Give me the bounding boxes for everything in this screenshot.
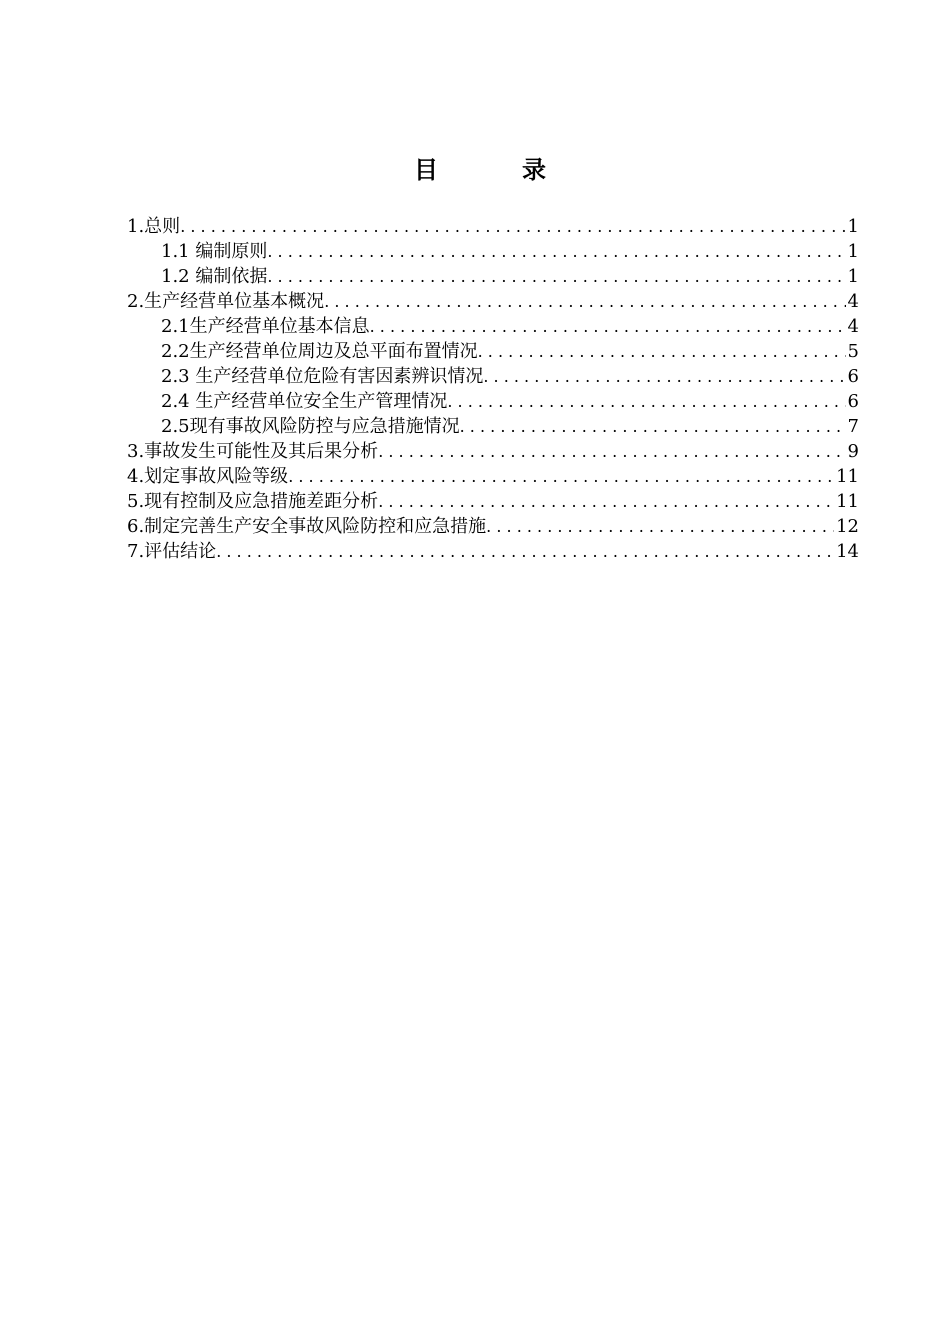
toc-page-number: 11 (836, 491, 859, 512)
toc-dot-leader (460, 414, 846, 439)
toc-dot-leader (180, 214, 845, 239)
toc-page-number: 1 (847, 241, 859, 262)
toc-entry[interactable] (127, 414, 859, 439)
toc-entry-label: 2.1生产经营单位基本信息 (161, 316, 370, 337)
toc-page-number: 7 (847, 416, 859, 437)
table-of-contents (127, 214, 859, 564)
toc-entry-label: 7.评估结论 (127, 541, 217, 562)
toc-dot-leader (370, 314, 846, 339)
toc-entry[interactable] (127, 464, 859, 489)
toc-page-number: 5 (847, 341, 859, 362)
toc-entry[interactable] (127, 314, 859, 339)
toc-dot-leader (486, 514, 834, 539)
toc-dot-leader (483, 364, 845, 389)
toc-dot-leader (478, 339, 846, 364)
toc-page-number: 6 (847, 366, 859, 387)
toc-entry[interactable] (127, 239, 859, 264)
toc-page-number: 11 (836, 466, 859, 487)
toc-dot-leader (267, 239, 845, 264)
toc-page-number: 4 (847, 291, 859, 312)
toc-page-number: 9 (847, 441, 859, 462)
toc-entry-label: 1.2 编制依据 (161, 266, 268, 287)
toc-page-number: 1 (847, 266, 859, 287)
toc-entry-label: 2.2生产经营单位周边及总平面布置情况 (161, 341, 478, 362)
toc-page-number: 12 (836, 516, 859, 537)
toc-entry[interactable] (127, 289, 859, 314)
toc-entry-label: 4.划定事故风险等级 (127, 466, 289, 487)
toc-page-number: 1 (847, 216, 859, 237)
toc-entry[interactable] (127, 539, 859, 564)
toc-entry[interactable] (127, 489, 859, 514)
toc-page-number: 6 (847, 391, 859, 412)
toc-dot-leader (378, 439, 845, 464)
toc-dot-leader (267, 264, 845, 289)
toc-entry-label: 2.3 生产经营单位危险有害因素辨识情况 (161, 366, 484, 387)
toc-entry[interactable] (127, 389, 859, 414)
toc-entry-label: 2.4 生产经营单位安全生产管理情况 (161, 391, 448, 412)
toc-entry[interactable] (127, 364, 859, 389)
toc-page-number: 14 (836, 541, 859, 562)
toc-dot-leader (324, 289, 845, 314)
toc-title: 目 录 (414, 156, 576, 184)
toc-page-number: 4 (847, 316, 859, 337)
toc-entry[interactable] (127, 339, 859, 364)
toc-entry-label: 1.总则 (127, 216, 181, 237)
toc-entry-label: 2.生产经营单位基本概况 (127, 291, 325, 312)
toc-entry[interactable] (127, 514, 859, 539)
toc-entry[interactable] (127, 264, 859, 289)
toc-entry[interactable] (127, 214, 859, 239)
toc-entry-label: 6.制定完善生产安全事故风险防控和应急措施 (127, 516, 487, 537)
toc-entry-label: 5.现有控制及应急措施差距分析 (127, 491, 379, 512)
toc-dot-leader (447, 389, 845, 414)
toc-dot-leader (288, 464, 834, 489)
toc-dot-leader (378, 489, 834, 514)
toc-entry-label: 3.事故发生可能性及其后果分析 (127, 441, 379, 462)
toc-entry-label: 2.5现有事故风险防控与应急措施情况 (161, 416, 460, 437)
toc-entry-label: 1.1 编制原则 (161, 241, 268, 262)
toc-entry[interactable] (127, 439, 859, 464)
toc-dot-leader (216, 539, 834, 564)
